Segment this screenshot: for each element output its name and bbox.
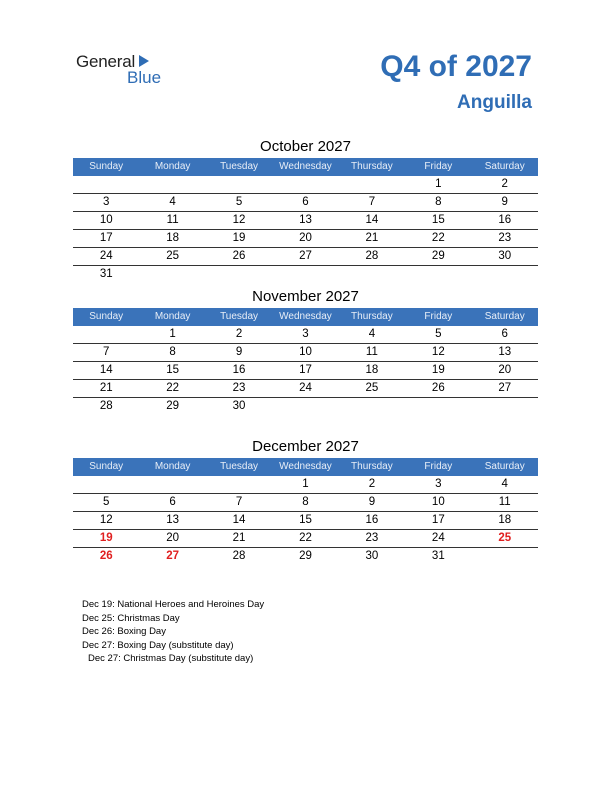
day-cell: 12 [99,514,113,526]
day-cell: 10 [299,346,312,358]
day-cell: 3 [103,196,110,208]
day-cell: 23 [365,532,379,544]
day-cell: 22 [166,382,180,394]
weekday-label: Friday [424,461,453,472]
day-cell: 15 [299,514,312,526]
logo-text-blue: Blue [127,68,162,87]
day-cell: 4 [368,328,376,340]
day-cell: 24 [299,382,312,394]
holiday-list [82,598,264,666]
day-cell: 14 [232,514,246,526]
day-cell: 18 [166,232,180,244]
day-cell: 27 [498,382,512,394]
weekday-header [73,458,538,476]
day-cell: 5 [435,328,442,340]
month-calendar [73,286,538,415]
day-cell: 8 [302,496,309,508]
weekday-label: Sunday [89,461,124,472]
day-cell: 17 [299,364,312,376]
day-cell: 1 [302,478,309,490]
day-cell: 6 [302,196,309,208]
day-cell [339,266,405,283]
weekday-label: Thursday [351,161,393,172]
week-row [73,476,538,494]
day-cell: 25 [166,250,180,262]
day-cell: 9 [368,496,376,508]
day-cell: 21 [232,532,246,544]
day-cell [206,476,272,493]
day-cell: 7 [368,196,376,208]
day-cell [139,476,205,493]
day-cell: 27 [299,250,312,262]
week-row [73,212,538,230]
day-cell [472,398,538,415]
day-cell: 24 [99,250,113,262]
holiday-item: Dec 25: Christmas Day [82,612,180,624]
day-cell: 29 [299,550,312,562]
weekday-label: Thursday [351,311,393,322]
day-cell: 31 [431,550,445,562]
weekday-label: Friday [424,311,453,322]
day-cell: 10 [99,214,113,226]
day-cell: 15 [166,364,180,376]
day-cell [206,266,272,283]
day-cell [339,398,405,415]
weekday-label: Saturday [484,461,525,472]
generalblue-logo [76,52,176,88]
weekday-label: Sunday [89,161,124,172]
month-calendar [73,136,538,283]
day-cell: 26 [232,250,246,262]
day-cell: 12 [431,346,445,358]
day-cell [73,326,139,343]
day-cell [73,176,139,193]
day-cell: 25 [365,382,379,394]
week-row [73,494,538,512]
day-cell: 1 [435,178,442,190]
day-cell [73,476,139,493]
day-cell: 3 [435,478,442,490]
week-row [73,380,538,398]
week-row [73,230,538,248]
day-cell: 20 [498,364,512,376]
day-cell: 10 [431,496,445,508]
weekday-label: Tuesday [220,461,259,472]
day-cell: 21 [365,232,379,244]
day-cell [339,176,405,193]
day-cell: 23 [232,382,246,394]
day-cell: 16 [232,364,246,376]
day-cell: 9 [501,196,508,208]
week-row [73,362,538,380]
day-cell: 3 [302,328,309,340]
day-cell: 30 [365,550,379,562]
day-cell: 24 [431,532,445,544]
day-cell: 20 [166,532,180,544]
week-row [73,194,538,212]
day-cell [139,266,205,283]
day-cell: 6 [501,328,508,340]
day-cell: 23 [498,232,512,244]
day-cell [272,176,338,193]
holiday-item: Dec 27: Christmas Day (substitute day) [88,653,254,664]
week-row [73,548,538,565]
day-cell: 29 [166,400,180,412]
day-cell: 13 [166,514,180,526]
day-cell: 8 [435,196,442,208]
week-row [73,344,538,362]
day-cell: 13 [299,214,312,226]
day-cell: 21 [99,382,113,394]
weekday-label: Monday [154,161,191,172]
weekday-label: Sunday [89,311,124,322]
week-row [73,398,538,415]
weekday-label: Tuesday [220,161,259,172]
weekday-label: Tuesday [220,311,259,322]
day-cell: 4 [501,478,508,490]
day-cell: 26 [99,550,113,562]
day-cell: 14 [99,364,113,376]
day-cell: 31 [99,268,113,280]
day-cell: 8 [169,346,176,358]
holiday-item: Dec 26: Boxing Day [82,626,166,637]
weekday-label: Monday [154,311,191,322]
day-cell: 26 [431,382,445,394]
day-cell [472,266,538,283]
day-cell [139,176,205,193]
day-cell: 7 [235,496,243,508]
day-cell: 17 [99,232,113,244]
day-cell: 9 [235,346,243,358]
day-cell: 11 [498,496,511,508]
day-cell [272,266,338,283]
day-cell: 30 [232,400,246,412]
day-cell: 16 [365,514,379,526]
day-cell: 19 [99,532,113,544]
weekday-label: Friday [424,161,453,172]
day-cell: 2 [501,178,508,190]
day-cell [405,266,471,283]
day-cell: 28 [99,400,113,412]
weekday-label: Wednesday [279,161,332,172]
day-cell: 2 [368,478,376,490]
month-title: November 2027 [252,288,359,305]
day-cell: 6 [169,496,176,508]
day-cell: 4 [169,196,176,208]
holiday-item: Dec 19: National Heroes and Heroines Day [82,599,265,610]
week-row [73,326,538,344]
day-cell: 2 [235,328,243,340]
day-cell: 28 [365,250,379,262]
week-row [73,248,538,266]
weekday-label: Saturday [484,161,525,172]
weekday-label: Thursday [351,461,393,472]
weekday-header [73,308,538,326]
week-row [73,530,538,548]
weekday-label: Wednesday [279,311,332,322]
country-name: Anguilla [457,92,532,113]
logo-text-general: General [76,52,136,71]
day-cell: 19 [431,364,445,376]
day-cell: 5 [103,496,110,508]
day-cell: 5 [235,196,243,208]
day-cell: 20 [299,232,312,244]
day-cell: 15 [431,214,445,226]
day-cell: 11 [365,346,378,358]
page-title: Q4 of 2027 [380,50,532,83]
day-cell: 29 [431,250,445,262]
month-title: October 2027 [260,138,351,155]
day-cell: 11 [166,214,179,226]
day-cell [405,398,471,415]
day-cell: 12 [232,214,246,226]
day-cell: 13 [498,346,512,358]
day-cell: 27 [166,550,180,562]
day-cell [472,548,538,565]
day-cell: 28 [232,550,246,562]
day-cell: 14 [365,214,379,226]
day-cell: 18 [498,514,512,526]
day-cell: 22 [299,532,312,544]
day-cell: 18 [365,364,379,376]
logo-flag-icon [139,55,149,67]
weekday-header [73,158,538,176]
day-cell: 7 [103,346,110,358]
day-cell: 16 [498,214,512,226]
week-row [73,512,538,530]
holiday-item: Dec 27: Boxing Day (substitute day) [82,639,234,651]
week-row [73,266,538,283]
month-calendar [73,436,538,565]
day-cell [206,176,272,193]
weekday-label: Wednesday [279,461,332,472]
month-title: December 2027 [252,438,359,455]
day-cell [272,398,338,415]
weekday-label: Monday [154,461,191,472]
day-cell: 1 [169,328,176,340]
day-cell: 22 [431,232,445,244]
day-cell: 25 [498,532,512,544]
day-cell: 19 [232,232,246,244]
week-row [73,176,538,194]
day-cell: 30 [498,250,512,262]
weekday-label: Saturday [484,311,525,322]
day-cell: 17 [431,514,445,526]
